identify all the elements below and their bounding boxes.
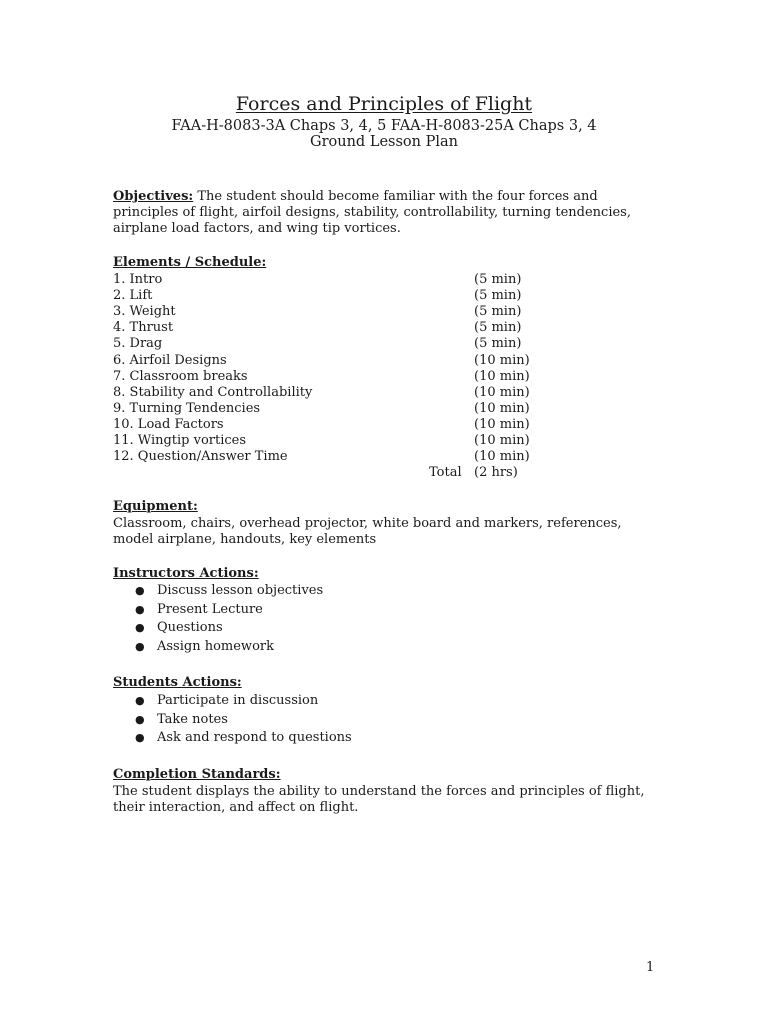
list-item-text: Take notes xyxy=(157,711,228,727)
schedule-item-label: 12. Question/Answer Time xyxy=(113,449,288,465)
bullet-icon: ● xyxy=(135,712,145,726)
schedule-item-label: 1. Intro xyxy=(113,272,163,287)
objectives-section xyxy=(113,189,653,237)
schedule-heading: Elements / Schedule: xyxy=(113,255,267,270)
objectives-heading: Objectives: xyxy=(113,189,194,204)
list-item xyxy=(113,638,323,657)
reference-line: FAA-H-8083-3A Chaps 3, 4, 5 FAA-H-8083-25A Chaps 3, 4 xyxy=(171,118,597,134)
list-item xyxy=(113,619,323,638)
equipment-text: Classroom, chairs, overhead projector, white board and markers, references, model airplane, handouts, key elements xyxy=(113,516,622,547)
schedule-item-label: 9. Turning Tendencies xyxy=(113,400,261,416)
schedule-item-duration: (5 min) xyxy=(474,304,522,320)
student-actions-heading: Students Actions: xyxy=(113,675,242,690)
schedule-item-duration: (10 min) xyxy=(474,384,530,400)
completion-standards-heading: Completion Standards: xyxy=(113,767,281,782)
bullet-icon: ● xyxy=(135,621,145,634)
schedule-item-duration: (10 min) xyxy=(474,400,530,416)
schedule-item-duration: (10 min) xyxy=(474,449,530,465)
list-item-text: Questions xyxy=(157,620,223,635)
schedule-item-duration: (5 min) xyxy=(474,320,522,336)
schedule-item-label: 8. Stability and Controllability xyxy=(113,384,313,400)
schedule-section xyxy=(113,255,653,271)
page-number: 1 xyxy=(646,960,655,975)
schedule-item-duration: (10 min) xyxy=(474,368,530,384)
bullet-icon: ● xyxy=(135,584,145,597)
schedule-item-label: 7. Classroom breaks xyxy=(113,368,248,384)
equipment-section xyxy=(113,499,653,515)
equipment-heading: Equipment: xyxy=(113,499,198,514)
list-item xyxy=(113,582,323,601)
completion-standards-section xyxy=(113,767,653,783)
schedule-item-duration: (10 min) xyxy=(474,433,530,448)
list-item-text: Participate in discussion xyxy=(157,693,319,708)
schedule-item-duration: (5 min) xyxy=(474,288,522,304)
instructor-actions-list xyxy=(113,582,323,656)
schedule-total-value: (2 hrs) xyxy=(474,465,518,481)
list-item-text: Assign homework xyxy=(157,638,274,654)
schedule-item-duration: (10 min) xyxy=(474,416,530,432)
schedule-item-label: 4. Thrust xyxy=(113,320,174,336)
list-item-text: Present Lecture xyxy=(157,601,263,617)
instructor-actions-heading: Instructors Actions: xyxy=(113,566,259,581)
schedule-item-label: 5. Drag xyxy=(113,336,163,352)
lesson-type: Ground Lesson Plan xyxy=(310,134,458,150)
schedule-item-label: 3. Weight xyxy=(113,304,176,320)
document-title: Forces and Principles of Flight xyxy=(235,93,533,115)
instructor-actions-section xyxy=(113,566,653,582)
bullet-icon: ● xyxy=(135,694,145,707)
list-item xyxy=(113,601,323,620)
schedule-item-label: 6. Airfoil Designs xyxy=(113,352,227,368)
schedule-item-label: 2. Lift xyxy=(113,288,153,304)
completion-standards-text: The student displays the ability to understand the forces and principles of flight, their interaction, and affect on flight. xyxy=(113,784,645,815)
student-actions-list xyxy=(113,692,352,748)
bullet-icon: ● xyxy=(135,639,145,653)
schedule-item-duration: (10 min) xyxy=(474,352,530,368)
bullet-icon: ● xyxy=(135,731,145,744)
schedule-item-duration: (5 min) xyxy=(474,272,522,287)
student-actions-section xyxy=(113,675,653,691)
schedule-item-duration: (5 min) xyxy=(474,336,522,352)
bullet-icon: ● xyxy=(135,602,145,616)
schedule-item-label: 11. Wingtip vortices xyxy=(113,433,247,448)
list-item-text: Ask and respond to questions xyxy=(157,730,352,745)
list-item-text: Discuss lesson objectives xyxy=(157,583,324,598)
list-item xyxy=(113,692,352,711)
list-item xyxy=(113,729,352,748)
objectives-text: The student should become familiar with the four forces and principles of flight, airfoil designs, stability, controllability, turning tendencies, airplane load factors, and wing tip vortices. xyxy=(113,189,631,236)
list-item xyxy=(113,711,352,730)
schedule-total-label: Total xyxy=(429,465,462,481)
schedule-item-label: 10. Load Factors xyxy=(113,416,224,432)
